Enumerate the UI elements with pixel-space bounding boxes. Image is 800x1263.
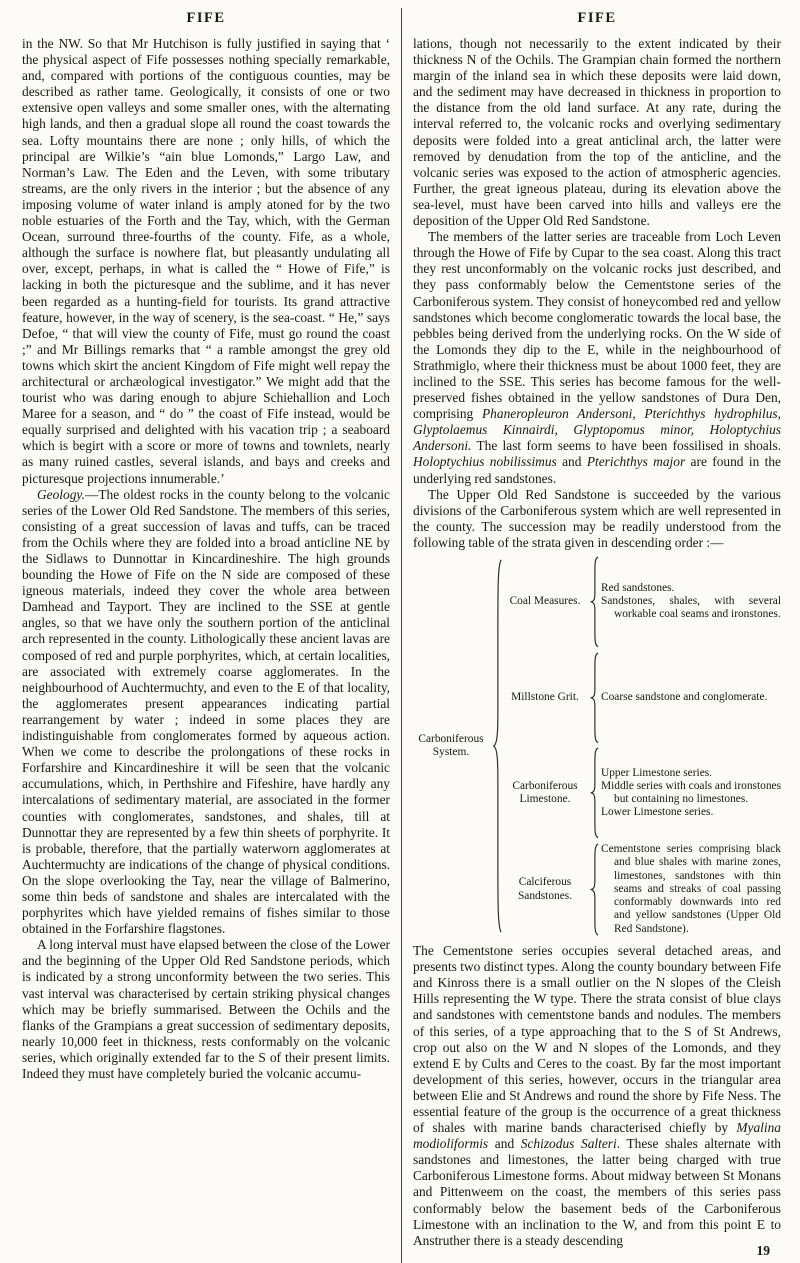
strata-group-brace xyxy=(588,747,599,839)
paragraph: in the NW. So that Mr Hutchison is fully justified in saying that ‘ the physical aspect of Fife possesses nothing specially remarkable, and, compared with portions of the contiguous counties, may be described as rather tame. Geologically, it consists of one or two extensive open valleys and some smaller ones, with the alternating high lands, and then a gradual slope all round the coast towards the sea. Lofty mountains there are none ; only hills, of which the principal are Wilkie’s “ain blue Lomonds,” Largo Law, and Norman’s Law. The Eden and the Leven, with some tributary streams, are the only rivers in the interior ; but the absence of any imposing volume of water inland is amply atoned for by the two noble estuaries of the Forth and the Tay, which, with the German Ocean, surround three-fourths of the county. Fife, as a whole, although the surface is nowhere flat, but pleasantly undulating all over, except, perhaps, in what is called the “ Howe of Fife,” is lacking in both the picturesque and the sublime, and it has never been regarded as a hunting-field for tourists. Its grand attractive feature, however, in the way of scenery, is the sea-coast. “ He,” says Defoe, “ that will view the county of Fife, must go round the coast ;” and Mr Billings remarks that “ a ramble amongst the grey old towns which skirt the ancient Kingdom of Fife might well repay the architectural or archæological investigator.” We might add that the tourist who was daring enough to abjure Schiehallion and Loch Maree for a season, and “ do ” the coast of Fife instead, would be equally surprised and delighted with his vacation trip ; a seaboard which is begirt with a score or more of towns and townlets, nearly as many ruined castles, several islands, and bays and creeks and picturesque projections innumerable.’ xyxy=(22,36,390,486)
strata-groups xyxy=(504,556,781,936)
column-divider xyxy=(401,8,402,1263)
strata-group xyxy=(504,843,781,936)
right-column-header: FIFE xyxy=(577,10,617,26)
strata-item: Cementstone series comprising black and blue shales with marine zones, limestones, sandstones with thin seams and streaks of coal passing conformably downwards into red and yellow sandstones (Upper Old Red Sandstone). xyxy=(601,842,781,935)
left-column xyxy=(22,8,390,1263)
strata-group-label: Millstone Grit. xyxy=(511,690,579,703)
strata-group xyxy=(504,652,781,744)
strata-outer-brace xyxy=(491,556,502,936)
strata-outer-label: Carboniferous System. xyxy=(418,732,484,759)
brace-icon xyxy=(588,747,599,839)
left-column-header: FIFE xyxy=(186,10,226,26)
strata-group-items xyxy=(601,767,781,820)
paragraph: The Cementstone series occupies several detached areas, and presents two distinct types. Along the county boundary between Fife and Kinross there is a small outlier on the N slopes of the Cleish Hills representing the W type. There the strata consist of blue clays and sandstones with cementstone bands and nodules. The members of this series, of a type approaching that to the S of St Andrews, crop out also on the W and N slopes of the Lomonds, and they extend E by Cults and Ceres to the coast. By far the most important development of this series, however, occurs in the triangular area between Elie and St Andrews and round the shore by Fife Ness. The essential feature of the group is the occurrence of a great thickness of shales with marine bands characterised chiefly by Myalina modioliformis and Schizodus Salteri. These shales alternate with sandstones and limestones, the latter being charged with true Carboniferous Limestone forms. About midway between St Monans and Pittenweem on the coast, the members of this series pass conformably below the basement beds of the Carboniferous Limestone with an inclination to the W, and from this point E to Anstruther there is a steady descending xyxy=(413,943,782,1248)
strata-group-items xyxy=(601,843,781,936)
strata-item: Coarse sandstone and conglomerate. xyxy=(601,690,768,703)
brace-icon xyxy=(588,556,599,648)
strata-item: Middle series with coals and ironstones but containing no limestones. xyxy=(601,779,782,806)
paragraph: The Upper Old Red Sandstone is succeeded by the various divisions of the Carboniferous system which are well represented in the county. The succession may be readily understood from the following table of the strata given in descending order :— xyxy=(413,486,781,550)
strata-group-label: Calciferous Sandstones. xyxy=(517,876,573,902)
strata-group-brace xyxy=(588,556,599,648)
strata-item: Sandstones, shales, with several workable coal seams and ironstones. xyxy=(601,595,781,621)
paragraph: The members of the latter series are traceable from Loch Leven through the Howe of Fife by Cupar to the sea coast. Along this tract they rest unconformably on the volcanic rocks just described, and they pass conformably below the Cementstone series of the Carboniferous system. They consist of honeycombed red and yellow sandstones which become conglomeratic towards the local base, the pebbles being derived from the underlying rocks. On the W side of the Lomonds they dip to the E, while in the neighbourhood of Strathmiglo, where their thickness must be about 1000 feet, they are inclined to the SSE. This series has become famous for the well-preserved fishes obtained in the yellow sandstones of Dura Den, comprising Phaneropleuron Andersoni, Pterichthys hydrophilus, Glyptolaemus Kinnairdi, Glyptopomus minor, Holoptychius Andersoni. The last form seems to have been fossilised in shoals. Holoptychius nobilissimus and Pterichthys major are found in the underlying red sandstones. xyxy=(413,229,781,486)
brace-icon xyxy=(491,556,502,936)
strata-group-items xyxy=(601,582,781,622)
strata-group xyxy=(504,556,781,648)
strata-group-label: Carboniferous Limestone. xyxy=(512,779,578,806)
strata-group-brace xyxy=(588,843,599,936)
left-column-text xyxy=(22,36,390,1082)
paragraph: lations, though not necessarily to the extent indicated by their thickness N of the Ochils. The Grampian chain formed the northern margin of the inland sea in which these deposits were laid down, and the sediment may have decreased in thickness in proportion to the distance from the old land surface. At any rate, during the interval referred to, the volcanic rocks and overlying sedimentary deposits were folded into a great anticlinal arch, the latter were removed by denudation from the top of the anticline, and the volcanic series was exposed to the action of atmospheric agencies. Further, the great igneous plateau, during its elevation above the sea-level, must have been carved into hills and valleys ere the deposition of the Upper Old Red Sandstone. xyxy=(413,36,781,229)
strata-group-label: Coal Measures. xyxy=(509,595,581,608)
strata-item: Red sandstones. xyxy=(601,581,675,594)
brace-icon xyxy=(588,843,599,936)
right-column-text-bottom xyxy=(413,943,781,1249)
brace-icon xyxy=(588,652,599,744)
strata-table xyxy=(413,556,781,936)
strata-item: Upper Limestone series. xyxy=(601,766,713,779)
strata-item: Lower Limestone series. xyxy=(601,806,714,819)
strata-group-items xyxy=(601,691,781,704)
paragraph: Geology.—The oldest rocks in the county belong to the volcanic series of the Lower Old Red Sandstone. The members of this series, consisting of a great succession of lavas and tuffs, can be traced from the Ochils where they are folded into a broad anticline NE by the Sidlaws to Dunnottar in Kincardineshire. The high grounds bounding the Howe of Fife on the N side are composed of these igneous materials, indeed they cover the whole area between Damhead and Tayport. They are inclined to the SSE at gentle angles, so that we have only the southern portion of the anticlinal arch represented in the county. Lithologically these ancient lavas are composed of red and purple porphyrites, which, at certain localities, are associated with extremely coarse agglomerates. In the neighbourhood of Auchtermuchty, and even to the E of that locality, the agglomerates present appearances indicating partial rearrangement by water ; indeed in some places they are indistinguishable from conglomerates formed by aqueous action. When we come to describe the prolongations of these rocks in Forfarshire and Kincardineshire it will be seen that the volcanic accumulations, which, in Perthshire and Fifeshire, have hardly any intercalations of sedimentary material, are associated in the former counties with conglomerates, sandstones, and shales, till at Dunnottar they are represented by a few thin sheets of porphyrite. It is probable, therefore, that the partially waterworn agglomerates at Auchtermuchty are indications of the change of physical conditions. On the slope overlooking the Tay, near the village of Balmerino, some thin beds of sandstone and shales are intercalated with the porphyrites which have yielded remains of fishes similar to those obtained in the Forfarshire flagstones. xyxy=(22,486,390,937)
strata-group xyxy=(504,747,781,839)
strata-group-brace xyxy=(588,652,599,744)
paragraph: A long interval must have elapsed between the close of the Lower and the beginning of the Upper Old Red Sandstone periods, which is indicated by a strong unconformity between the two series. This vast interval was characterised by certain striking physical changes which may be briefly summarised. Between the Ochils and the flanks of the Grampians a great succession of sedimentary deposits, nearly 10,000 feet in thickness, rests conformably on the volcanic series, which originally extended far to the S of their present limits. Indeed they must have completely buried the volcanic accumu- xyxy=(22,937,390,1081)
page-number: 19 xyxy=(756,1243,770,1258)
right-column-text-top xyxy=(413,36,781,551)
right-column xyxy=(413,8,781,1263)
